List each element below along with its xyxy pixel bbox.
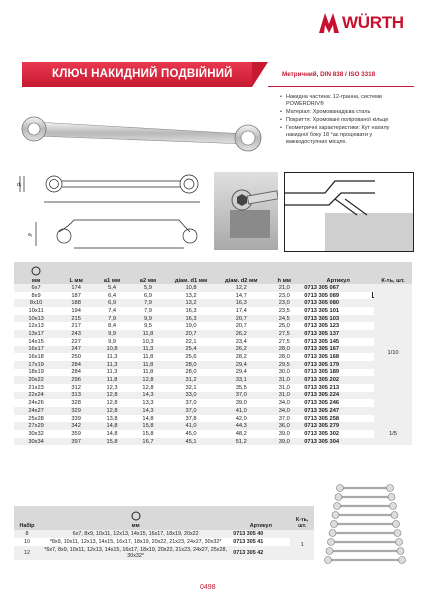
article-cell: 0713 305 304 xyxy=(302,438,374,446)
col-set: Набір xyxy=(14,506,40,530)
table-cell: 28,0 xyxy=(185,369,197,376)
table-cell: 25x28 xyxy=(28,415,44,422)
table-cell: 8 xyxy=(14,530,40,538)
table-cell: 12,3 xyxy=(106,384,118,391)
set-wrench-ring xyxy=(388,494,395,501)
table-cell: 12,8 xyxy=(130,376,166,384)
table-cell: 23,0 xyxy=(266,299,302,307)
table-cell: 215 xyxy=(58,315,94,323)
article-cell: 0713 305 123 xyxy=(304,323,340,330)
wrench-photo xyxy=(16,104,266,166)
table-cell: 18x19 xyxy=(28,369,44,376)
table-cell: 296 xyxy=(58,376,94,384)
table-cell: 10,3 xyxy=(142,338,154,345)
table-cell: 11,8 xyxy=(142,369,154,376)
wrench-specs-table xyxy=(14,262,412,445)
table-cell: 37,0 xyxy=(278,415,290,422)
col-a2: a2 мм xyxy=(130,262,166,284)
table-cell: 247 xyxy=(58,346,94,354)
set-wrench-ring xyxy=(397,548,404,555)
page-number: 0498 xyxy=(200,584,216,591)
table-cell: 15,8 xyxy=(94,438,130,446)
wurth-logo xyxy=(318,12,414,36)
table-cell: 27,5 xyxy=(266,330,302,338)
col-h: h мм xyxy=(266,262,302,284)
table-cell: 34,0 xyxy=(266,407,302,415)
article-cell: 0713 305 40 xyxy=(231,530,290,538)
table-cell: 39,0 xyxy=(235,400,247,407)
set-wrench-ring xyxy=(331,521,338,528)
table-cell: 12,8 xyxy=(94,392,130,400)
article-cell: 0713 305 258 xyxy=(304,415,340,422)
col-d1: діам. d1 мм xyxy=(166,262,216,284)
table-cell: 227 xyxy=(71,338,81,345)
table-cell: 10,8 xyxy=(94,346,130,354)
table-row xyxy=(14,422,412,430)
table-cell: 17x19 xyxy=(14,361,58,369)
table-cell: 6,9 xyxy=(143,292,152,299)
table-cell: 312 xyxy=(71,384,81,391)
set-wrench-ring xyxy=(396,539,403,546)
svg-text:a₁: a₁ xyxy=(28,232,33,238)
article-cell: 0713 305 302 xyxy=(304,430,340,437)
set-wrench-ring xyxy=(393,521,400,528)
table-row xyxy=(14,369,412,377)
table-cell: 37,0 xyxy=(216,392,266,400)
table-row xyxy=(14,307,412,315)
table-cell: 16x18 xyxy=(28,354,44,361)
table-cell: 21,0 xyxy=(266,284,302,292)
table-cell: 14,8 xyxy=(142,415,154,422)
table-cell: 397 xyxy=(58,438,94,446)
wrench-set-photo xyxy=(320,482,414,572)
table-cell: 35,5 xyxy=(235,384,247,391)
set-wrench-ring xyxy=(335,494,342,501)
table-cell: 22,1 xyxy=(185,338,197,345)
table-cell: 7,4 xyxy=(108,307,116,314)
table-cell: *8x9, 10x11, 12x13, 14x15, 16x17, 18x19, 20x22, 21x23, 24x27, 30x32* xyxy=(49,539,222,545)
wrench-technical-drawing xyxy=(14,170,204,252)
brand-name: WÜRTH xyxy=(342,13,404,32)
table-cell: 31,0 xyxy=(278,384,290,391)
table-row xyxy=(14,546,314,560)
angle-drawing-icon xyxy=(285,173,413,251)
table-cell: 5,4 xyxy=(94,284,130,292)
set-wrench-ring xyxy=(387,485,394,492)
table-cell: 9,5 xyxy=(143,323,152,330)
table-cell: 31,2 xyxy=(166,376,216,384)
col-d2: діам. d2 мм xyxy=(216,262,266,284)
table-cell: 30x32 xyxy=(28,430,44,437)
bolt-icon xyxy=(214,172,278,250)
table-row xyxy=(14,322,412,330)
table-row xyxy=(14,392,412,400)
table-cell: 34,0 xyxy=(278,400,290,407)
table-cell: 14,3 xyxy=(130,392,166,400)
table-cell: 16,3 xyxy=(216,299,266,307)
table-cell: 15,8 xyxy=(142,430,154,437)
article-cell: 0713 305 42 xyxy=(231,546,290,560)
table-cell: 32,1 xyxy=(185,384,197,391)
table-cell: 174 xyxy=(58,284,94,292)
article-cell: 0713 305 213 xyxy=(304,384,340,391)
table-cell: 42,0 xyxy=(235,415,247,422)
table-cell: 29,4 xyxy=(235,369,247,376)
col-article: Артикул xyxy=(302,262,374,284)
article-cell: 0713 305 089 xyxy=(304,292,340,299)
table-cell: 16,3 xyxy=(185,307,197,314)
set-wrench-ring xyxy=(337,485,344,492)
article-cell: 0713 305 067 xyxy=(302,284,374,292)
article-cell: 0713 305 246 xyxy=(304,400,340,407)
table-cell: 9,9 xyxy=(94,330,130,338)
table-cell: 20,7 xyxy=(216,315,266,323)
table-cell: 31,0 xyxy=(266,392,302,400)
col-a1: a1 мм xyxy=(94,262,130,284)
table-row xyxy=(14,346,412,354)
table-cell: 12,8 xyxy=(106,400,118,407)
wrench-set-table xyxy=(14,506,314,560)
table-row xyxy=(14,430,412,438)
table-row xyxy=(14,292,412,300)
title-banner xyxy=(22,62,252,87)
product-subtitle: Метричний, DIN 838 / ISO 3318 xyxy=(282,71,376,78)
article-cell: 0713 305 168 xyxy=(304,354,340,361)
table-cell: 22x24 xyxy=(14,392,58,400)
table-cell: 48,2 xyxy=(235,430,247,437)
article-cell: 0713 305 103 xyxy=(302,315,374,323)
table-cell: 12,2 xyxy=(216,284,266,292)
table-cell: 8x9 xyxy=(31,292,41,299)
table-cell: 13,2 xyxy=(166,299,216,307)
table-cell: 24x27 xyxy=(14,407,58,415)
table-row xyxy=(14,330,412,338)
table-row xyxy=(14,399,412,407)
table-row xyxy=(14,530,314,538)
article-cell: 0713 305 179 xyxy=(302,361,374,369)
table-cell: 7,9 xyxy=(130,299,166,307)
article-cell: 0713 305 247 xyxy=(302,407,374,415)
table-cell: 10x13 xyxy=(14,315,58,323)
page-title: КЛЮЧ НАКИДНИЙ ПОДВІЙНИЙ xyxy=(52,68,233,80)
table-cell: *6x7, 8x9, 10x11, 12x13, 14x15, 16x17, 18x19, 20x22, 21x23, 24x27, 25x28, 30x32* xyxy=(40,546,231,560)
table-cell: 37,0 xyxy=(185,400,197,407)
table-cell: 243 xyxy=(58,330,94,338)
table-cell: 37,8 xyxy=(185,415,197,422)
table-cell: 41,0 xyxy=(166,422,216,430)
col-length: L мм xyxy=(58,262,94,284)
table-cell: 13x17 xyxy=(14,330,58,338)
table-cell: 187 xyxy=(71,292,81,299)
table-cell: 17,4 xyxy=(235,307,247,314)
table-cell: 24,5 xyxy=(266,315,302,323)
col-article: Артикул xyxy=(231,506,290,530)
usage-photo xyxy=(214,172,278,250)
table-row xyxy=(14,376,412,384)
table-cell: 217 xyxy=(71,323,81,330)
qty-cell: 1/5 xyxy=(374,422,412,445)
table-cell: 7,9 xyxy=(143,307,152,314)
set-wrench-ring xyxy=(399,557,406,564)
article-cell: 0713 305 101 xyxy=(304,307,340,314)
feature-item: • Геометричні характеристики: Кут нахилу накидної боку 18 °ає процювати у важкодоступних місцях. xyxy=(280,125,410,146)
article-cell: 0713 305 279 xyxy=(302,422,374,430)
table-cell: 16,3 xyxy=(166,315,216,323)
feature-item: • Накидна частина: 12-гранна, системи POWERDRIV® xyxy=(280,94,410,108)
table-header-row xyxy=(14,262,412,284)
table-cell: 7,9 xyxy=(94,315,130,323)
table-cell: 45,0 xyxy=(185,430,197,437)
table-row xyxy=(14,299,412,307)
table-cell: 27x29 xyxy=(14,422,58,430)
table-row xyxy=(14,284,412,292)
table-cell: 194 xyxy=(71,307,81,314)
table-cell: 13,3 xyxy=(142,400,154,407)
table-cell: 20,7 xyxy=(166,330,216,338)
table-cell: 250 xyxy=(71,354,81,361)
table-cell: 10 xyxy=(23,539,30,545)
table-cell: 39,0 xyxy=(266,438,302,446)
qty-cell: 1/10 xyxy=(374,284,412,422)
table-cell: 10,8 xyxy=(166,284,216,292)
table-cell: 41,0 xyxy=(216,407,266,415)
set-wrench-ring xyxy=(394,530,401,537)
table-cell: 284 xyxy=(71,369,81,376)
table-cell: 13,8 xyxy=(106,415,118,422)
table-cell: 9,9 xyxy=(130,315,166,323)
article-cell: 0713 305 41 xyxy=(233,539,264,545)
table-cell: 5,9 xyxy=(130,284,166,292)
table-cell: 28,0 xyxy=(166,361,216,369)
table-row xyxy=(14,384,412,392)
set-wrench-ring xyxy=(332,512,339,519)
table-cell: 25,6 xyxy=(185,354,197,361)
col-size: мм xyxy=(14,262,58,284)
title-underline xyxy=(268,86,414,87)
table-cell: 14,8 xyxy=(106,430,118,437)
table-row xyxy=(14,338,412,346)
table-cell: 21x23 xyxy=(28,384,44,391)
set-wrench-ring xyxy=(390,503,397,510)
table-cell: 26,2 xyxy=(216,346,266,354)
table-row xyxy=(14,353,412,361)
table-cell: 45,1 xyxy=(166,438,216,446)
table-cell: 11,8 xyxy=(94,376,130,384)
table-cell: 29,4 xyxy=(216,361,266,369)
table-cell: 16x17 xyxy=(14,346,58,354)
table-cell: 329 xyxy=(58,407,94,415)
article-cell: 0713 305 137 xyxy=(302,330,374,338)
table-cell: 14,3 xyxy=(130,407,166,415)
table-cell: 30,0 xyxy=(278,369,290,376)
table-cell: 9,9 xyxy=(108,338,116,345)
table-cell: 15,8 xyxy=(130,422,166,430)
table-row xyxy=(14,407,412,415)
table-cell: 342 xyxy=(58,422,94,430)
table-cell: 51,2 xyxy=(216,438,266,446)
table-cell: 8,4 xyxy=(108,323,116,330)
set-wrench-ring xyxy=(325,557,332,564)
table-cell: 37,0 xyxy=(166,407,216,415)
table-cell: 12 xyxy=(14,546,40,560)
table-row xyxy=(14,315,412,323)
table-cell: 23,4 xyxy=(235,338,247,345)
ring-size-icon xyxy=(31,266,41,276)
ring-size-icon xyxy=(131,511,141,521)
table-cell: 6x7 xyxy=(14,284,58,292)
qty-cell: 1 xyxy=(290,530,314,560)
table-cell: 16,7 xyxy=(130,438,166,446)
table-cell: 359 xyxy=(71,430,81,437)
table-cell: 23,0 xyxy=(278,292,290,299)
table-cell: 11,8 xyxy=(142,354,154,361)
table-cell: 25,0 xyxy=(278,323,290,330)
svg-text:d₁: d₁ xyxy=(17,182,22,188)
table-cell: 39,0 xyxy=(278,430,290,437)
table-cell: 27,5 xyxy=(278,338,290,345)
article-cell: 0713 305 189 xyxy=(304,369,340,376)
table-row xyxy=(14,361,412,369)
table-cell: 25,4 xyxy=(166,346,216,354)
table-cell: 188 xyxy=(58,299,94,307)
table-cell: 14,7 xyxy=(235,292,247,299)
col-qty: К-ть, шт. xyxy=(374,262,412,284)
table-cell: 339 xyxy=(71,415,81,422)
table-cell: 26,2 xyxy=(216,330,266,338)
wurth-logo-icon xyxy=(318,12,340,34)
set-wrench-ring xyxy=(391,512,398,519)
article-cell: 0713 305 224 xyxy=(302,392,374,400)
table-cell: 12,8 xyxy=(94,407,130,415)
table-cell: 6x7, 8x9, 10x11, 12x13, 14x15, 16x17, 18x19, 20x22 xyxy=(40,530,231,538)
article-cell: 0713 305 202 xyxy=(302,376,374,384)
col-qty: К-ть, шт. xyxy=(290,506,314,530)
table-cell: 6,4 xyxy=(108,292,116,299)
table-cell: 28,2 xyxy=(235,354,247,361)
set-wrench-ring xyxy=(326,548,333,555)
table-cell: 284 xyxy=(58,361,94,369)
table-cell: 29,5 xyxy=(266,361,302,369)
table-cell: 11,3 xyxy=(106,354,118,361)
table-cell: 11,3 xyxy=(106,369,118,376)
table-row xyxy=(14,538,314,546)
table-row xyxy=(14,415,412,423)
table-cell: 14,8 xyxy=(94,422,130,430)
table-cell: 328 xyxy=(71,400,81,407)
col-sizes: мм xyxy=(40,506,231,530)
table-cell: 33,0 xyxy=(166,392,216,400)
table-cell: 44,3 xyxy=(216,422,266,430)
table-cell: 11,8 xyxy=(130,330,166,338)
table-row xyxy=(14,438,412,446)
table-cell: 19,0 xyxy=(185,323,197,330)
table-cell: 11,8 xyxy=(130,361,166,369)
table-cell: 11,3 xyxy=(130,346,166,354)
table-cell: 30x34 xyxy=(14,438,58,446)
table-cell: 313 xyxy=(58,392,94,400)
table-cell: 28,0 xyxy=(278,354,290,361)
table-cell: 36,0 xyxy=(266,422,302,430)
table-header-row xyxy=(14,506,314,530)
table-cell: 10x11 xyxy=(28,307,44,314)
feature-list xyxy=(280,94,410,147)
table-cell: 12x13 xyxy=(28,323,44,330)
angle-diagram xyxy=(284,172,414,252)
table-cell: 28,0 xyxy=(266,346,302,354)
table-cell: 20x22 xyxy=(14,376,58,384)
table-cell: 8x10 xyxy=(14,299,58,307)
table-cell: 14x15 xyxy=(28,338,44,345)
feature-item: • Матеріал: Хромованадієва сталь xyxy=(280,109,410,116)
article-cell: 0713 305 145 xyxy=(304,338,340,345)
set-wrench-ring xyxy=(328,539,335,546)
table-cell: 6,9 xyxy=(94,299,130,307)
table-cell: 23,5 xyxy=(278,307,290,314)
article-cell: 0713 305 167 xyxy=(302,346,374,354)
table-cell: 24x26 xyxy=(28,400,44,407)
table-cell: 31,0 xyxy=(266,376,302,384)
table-cell: 20,7 xyxy=(235,323,247,330)
article-cell: 0713 305 080 xyxy=(302,299,374,307)
table-cell: 12,8 xyxy=(142,384,154,391)
feature-item: • Покриття: Хромовані полірованої кільце xyxy=(280,117,410,124)
table-cell: 33,1 xyxy=(216,376,266,384)
set-wrench-ring xyxy=(329,530,336,537)
table-cell: 11,3 xyxy=(94,361,130,369)
set-wrench-ring xyxy=(334,503,341,510)
table-cell: 13,2 xyxy=(185,292,197,299)
